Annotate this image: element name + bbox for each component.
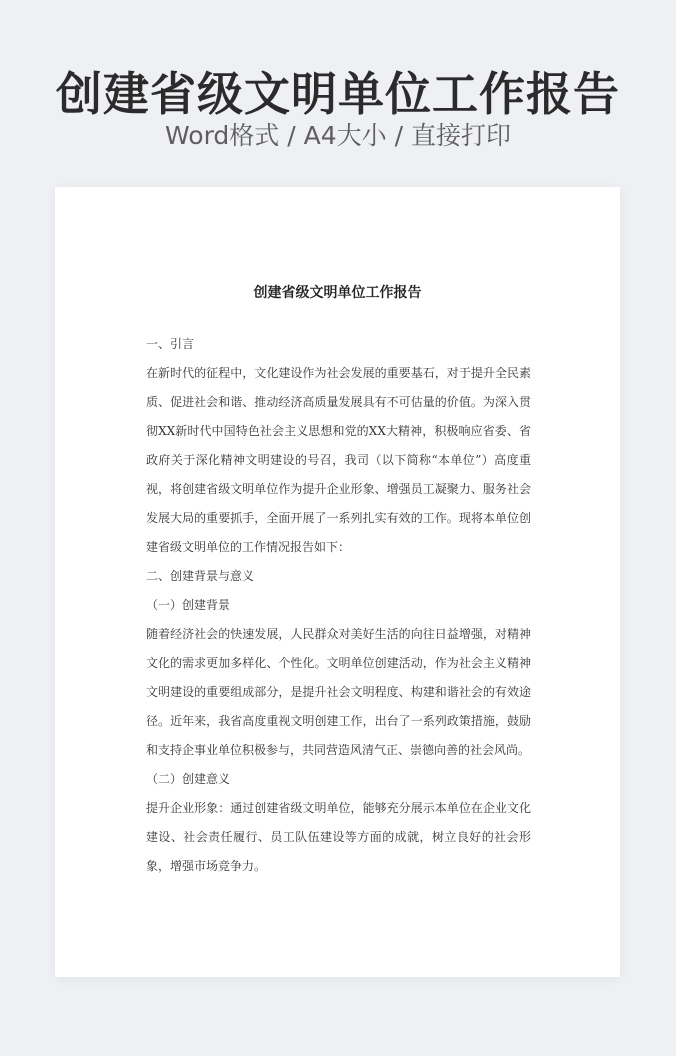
subheading-significance: （二）创建意义 [146,772,231,786]
heading-introduction: 一、引言 [146,337,195,351]
heading-background-significance: 二、创建背景与意义 [146,569,255,583]
subheading-background: （一）创建背景 [146,598,231,612]
paragraph-significance: 提升企业形象：通过创建省级文明单位，能够充分展示本单位在企业文化建设、社会责任履行、员工队伍建设等方面的成就，树立良好的社会形象，增强市场竞争力。 [146,801,531,873]
document-page [55,187,620,977]
document-body [146,330,531,881]
paragraph-introduction: 在新时代的征程中，文化建设作为社会发展的重要基石，对于提升全民素质、促进社会和谐、推动经济高质量发展具有不可估量的价值。为深入贯彻XX新时代中国特色社会主义思想和党的XX大精神，积极响应省委、省政府关于深化精神文明建设的号召，我司（以下简称“本单位”）高度重视，将创建省级文明单位作为提升企业形象、增强员工凝聚力、服务社会发展大局的重要抓手，全面开展了一系列扎实有效的工作。现将本单位创建省级文明单位的工作情况报告如下： [146,366,531,554]
paragraph-background: 随着经济社会的快速发展，人民群众对美好生活的向往日益增强，对精神文化的需求更加多样化、个性化。文明单位创建活动，作为社会主义精神文明建设的重要组成部分，是提升社会文明程度、构建和谐社会的有效途径。近年来，我省高度重视文明创建工作，出台了一系列政策措施，鼓励和支持企事业单位积极参与，共同营造风清气正、崇德向善的社会风尚。 [146,627,531,757]
document-title: 创建省级文明单位工作报告 [253,285,422,301]
banner-subtitle: Word格式 / A4大小 / 直接打印 [165,121,511,150]
banner-title: 创建省级文明单位工作报告 [56,67,620,121]
